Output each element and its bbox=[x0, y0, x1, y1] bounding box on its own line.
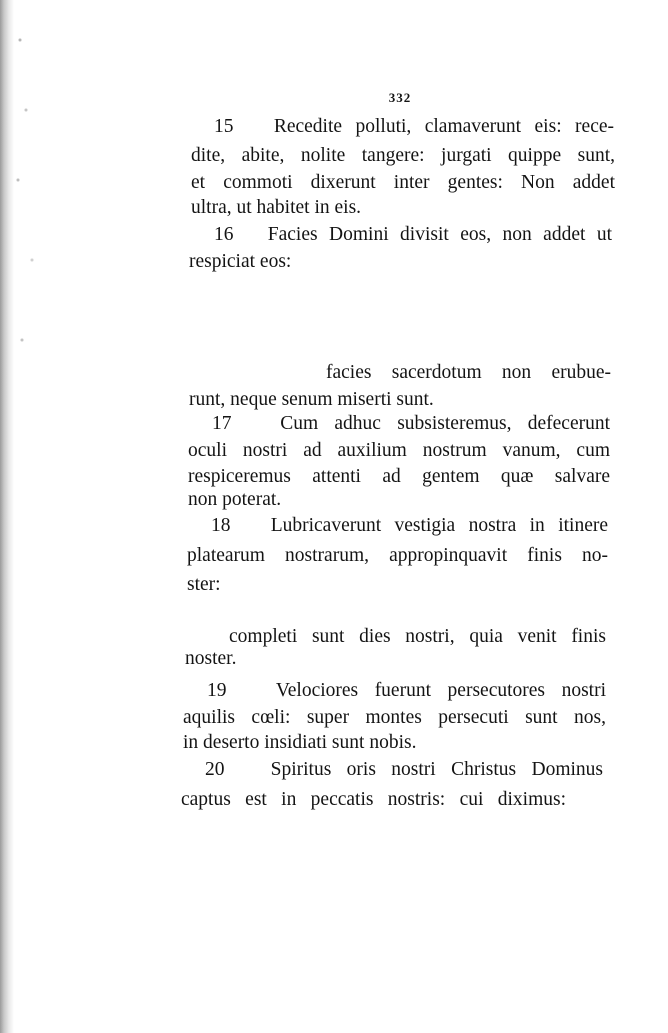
verse-number: 15 bbox=[214, 116, 234, 137]
text-line: oculi nostri ad auxilium nostrum vanum, cum bbox=[188, 440, 610, 461]
line-text: Velociores fuerunt persecutores nostri bbox=[275, 680, 606, 701]
text-line: noster. bbox=[185, 648, 237, 669]
verse-line bbox=[214, 224, 612, 246]
text-line: respiceremus attenti ad gentem quæ salvare bbox=[188, 466, 610, 487]
text-line: aquilis cœli: super montes persecuti sunt nos, bbox=[183, 707, 606, 728]
text-line: platearum nostrarum, appropinquavit finis no- bbox=[187, 545, 608, 566]
text-line: et commoti dixerunt inter gentes: Non addet bbox=[191, 172, 615, 193]
text-line: non poterat. bbox=[188, 489, 282, 510]
verse-line bbox=[214, 116, 614, 138]
verse-line bbox=[207, 680, 606, 702]
verse-line bbox=[205, 759, 603, 781]
line-text: Recedite polluti, clamaverunt eis: rece- bbox=[273, 116, 615, 137]
verse-number: 20 bbox=[205, 759, 225, 780]
verse-line bbox=[211, 515, 608, 537]
verse-number: 18 bbox=[211, 515, 231, 536]
line-text: Cum adhuc subsisteremus, defecerunt bbox=[280, 413, 611, 434]
line-text: Spiritus oris nostri Christus Dominus bbox=[270, 759, 603, 780]
text-line: dite, abite, nolite tangere: jurgati quippe sunt, bbox=[191, 145, 615, 166]
page-number: 332 bbox=[388, 90, 412, 105]
verse-line bbox=[212, 413, 610, 435]
page-spine-shadow bbox=[0, 0, 14, 1033]
line-text: Lubricaverunt vestigia nostra in itinere bbox=[270, 515, 608, 536]
text-line: ultra, ut habitet in eis. bbox=[191, 197, 362, 218]
text-line: respiciat eos: bbox=[189, 251, 292, 272]
verse-number: 17 bbox=[212, 413, 232, 434]
text-line: facies sacerdotum non erubue- bbox=[326, 362, 611, 383]
paper-specks bbox=[14, 0, 42, 420]
text-line: ster: bbox=[187, 574, 221, 595]
text-line: captus est in peccatis nostris: cui diximus: bbox=[181, 789, 566, 810]
verse-number: 19 bbox=[207, 680, 227, 701]
text-line: runt, neque senum miserti sunt. bbox=[189, 389, 434, 410]
line-text: Facies Domini divisit eos, non addet ut bbox=[267, 224, 612, 245]
text-line: in deserto insidiati sunt nobis. bbox=[183, 732, 417, 753]
text-line: completi sunt dies nostri, quia venit finis bbox=[229, 626, 606, 647]
verse-number: 16 bbox=[214, 224, 234, 245]
